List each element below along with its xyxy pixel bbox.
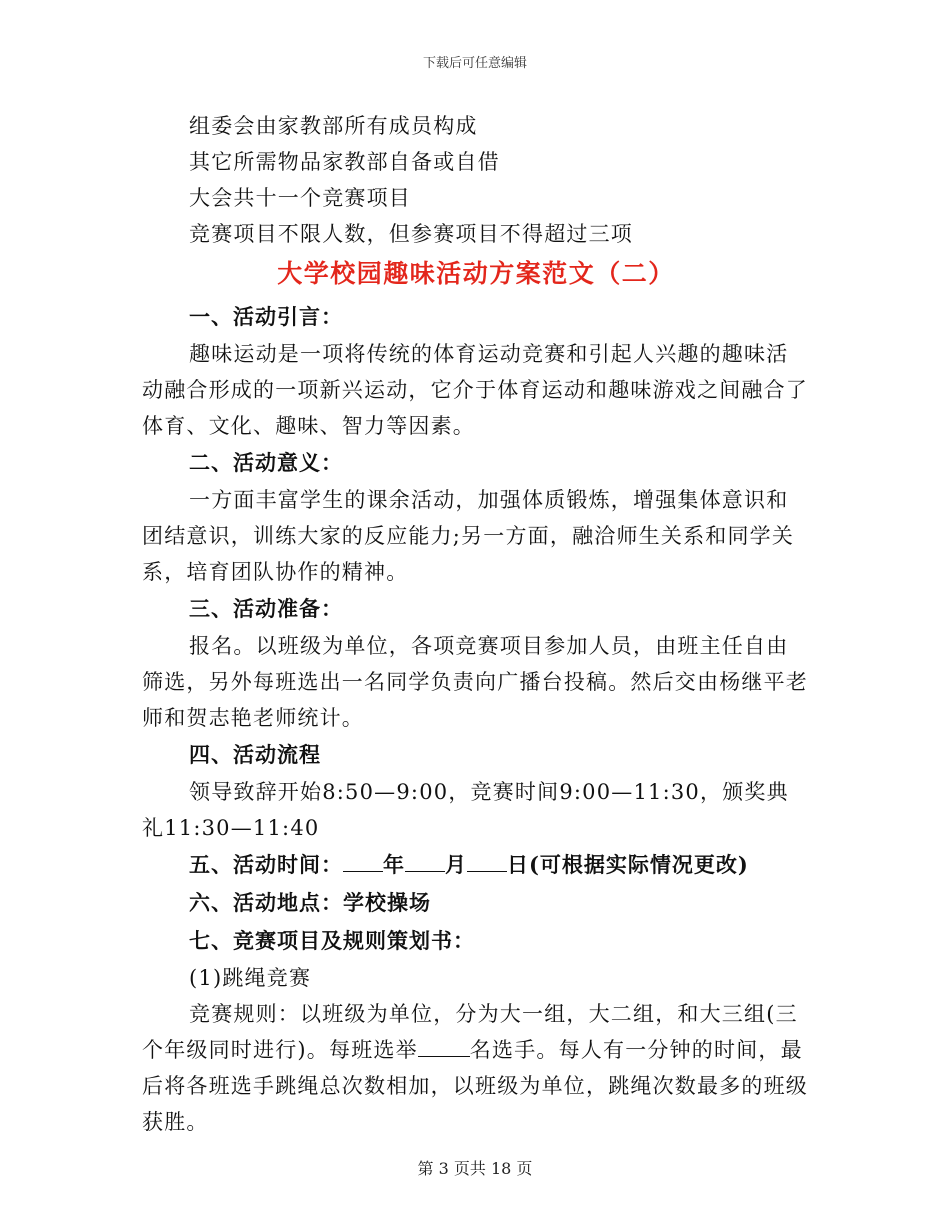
section-4-heading: 四、活动流程 [189, 742, 321, 767]
month-label: 月 [445, 852, 467, 877]
section-2-heading: 二、活动意义： [189, 450, 343, 475]
day-note: 日(可根据实际情况更改) [507, 852, 749, 877]
section-7-heading: 七、竞赛项目及规则策划书： [189, 928, 475, 953]
section-7-item-1: (1)跳绳竞赛 [189, 966, 312, 990]
page-header: 下载后可任意编辑 [422, 56, 527, 71]
line-top-4: 竞赛项目不限人数，但参赛项目不得超过三项 [189, 222, 633, 246]
section-1-heading: 一、活动引言： [189, 304, 343, 329]
section-2-text: 一方面丰富学生的课余活动，加强体质锻炼，增强集体意识和团结意识，训练大家的反应能力;另一方面，融洽师生关系和同学关系，培育团队协作的精神。 [142, 488, 795, 584]
section-6-heading: 六、活动地点：学校操场 [189, 890, 431, 915]
day-blank [467, 853, 507, 872]
section-3-text: 报名。以班级为单位，各项竞赛项目参加人员，由班主任自由筛选，另外每班选出一名同学负责向广播台投稿。然后交由杨继平老师和贺志艳老师统计。 [142, 634, 808, 730]
year-blank [343, 853, 383, 872]
section-5-prefix: 五、活动时间： [189, 852, 343, 877]
line-top-2: 其它所需物品家教部自备或自借 [189, 150, 500, 174]
month-blank [405, 853, 445, 872]
document-body [142, 108, 810, 1140]
section-3-heading: 三、活动准备： [189, 596, 343, 621]
section-4-text: 领导致辞开始8:50—9:00，竞赛时间9:00—11:30，颁奖典礼11:30—11:40 [142, 780, 789, 840]
line-top-3: 大会共十一个竞赛项目 [189, 186, 411, 210]
section-7-rule [142, 996, 810, 1140]
section-1-text: 趣味运动是一项将传统的体育运动竞赛和引起人兴趣的趣味活动融合形成的一项新兴运动，它介于体育运动和趣味游戏之间融合了体育、文化、趣味、智力等因素。 [142, 342, 808, 438]
participant-count-blank [418, 1038, 470, 1057]
document-title: 大学校园趣味活动方案范文（二） [277, 259, 675, 288]
year-label: 年 [383, 852, 405, 877]
rule-part-b: 名选手。每人有一分钟的时间，最后将各班选手跳绳总次数相加，以班级为单位，跳绳次数最多的班级获胜。 [142, 1038, 808, 1134]
line-top-1: 组委会由家教部所有成员构成 [189, 114, 478, 138]
rule-part-a: 竞赛规则：以班级为单位，分为大一组，大二组，和大三组(三个年级同时进行)。每班选举 [142, 1002, 798, 1062]
section-5-heading [142, 846, 810, 884]
page-footer: 第 3 页共 18 页 [417, 1159, 533, 1178]
